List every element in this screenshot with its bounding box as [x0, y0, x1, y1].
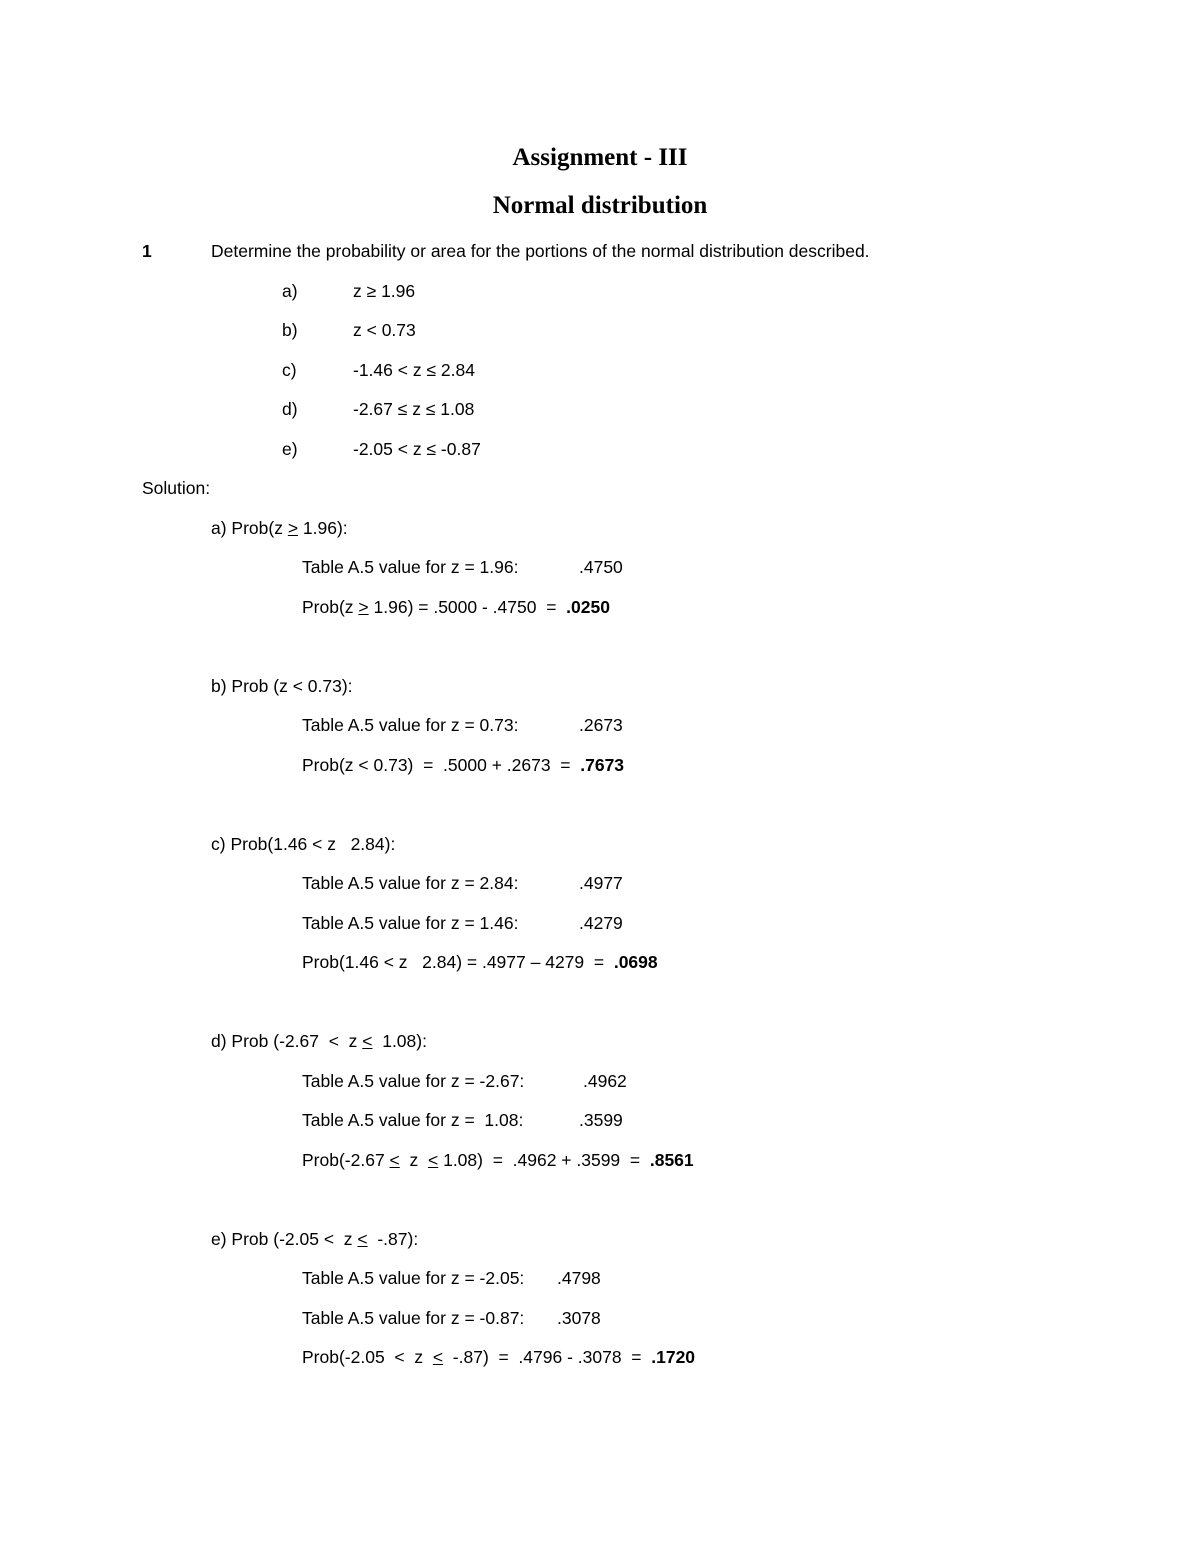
- solution-d-table-value-2: .3599: [579, 1110, 623, 1130]
- solution-e-table-label-1: Table A.5 value for z = -2.05:: [302, 1268, 525, 1288]
- solution-c-result: .0698: [613, 952, 658, 972]
- solution-b-table-label: Table A.5 value for z = 0.73:: [302, 715, 519, 735]
- solution-b-table-value: .2673: [579, 715, 623, 735]
- document-title: Assignment - III: [512, 144, 688, 171]
- solution-e-result: .1720: [651, 1347, 696, 1367]
- part-label-e: e): [282, 439, 298, 459]
- solution-a-table-label: Table A.5 value for z = 1.96:: [302, 557, 519, 577]
- solution-d-result-line: Prob(-2.67 < z < 1.08) = .4962 + .3599 = .8561: [302, 1150, 694, 1170]
- solution-e-header: e) Prob (-2.05 < z < -.87):: [211, 1229, 419, 1249]
- solution-e-result-line: Prob(-2.05 < z < -.87) = .4796 - .3078 = .1720: [302, 1347, 696, 1367]
- solution-d-result: .8561: [649, 1150, 694, 1170]
- solution-heading: Solution:: [142, 478, 211, 498]
- part-text-e: -2.05 < z ≤ -0.87: [353, 439, 481, 459]
- solution-b-header: b) Prob (z < 0.73):: [211, 676, 353, 696]
- solution-d-table-value-1: .4962: [583, 1071, 627, 1091]
- solution-c-table-value-2: .4279: [579, 913, 623, 933]
- part-text-c: -1.46 < z ≤ 2.84: [353, 360, 475, 380]
- solution-c-table-label-2: Table A.5 value for z = 1.46:: [302, 913, 519, 933]
- solution-a-result-line: Prob(z > 1.96) = .5000 - .4750 = .0250: [302, 597, 610, 617]
- part-label-b: b): [282, 320, 298, 340]
- solution-e-table-value-2: .3078: [557, 1308, 601, 1328]
- question-prompt: Determine the probability or area for the portions of the normal distribution described.: [211, 241, 870, 261]
- part-label-d: d): [282, 399, 298, 419]
- solution-d-table-label-1: Table A.5 value for z = -2.67:: [302, 1071, 525, 1091]
- solution-c-result-line: Prob(1.46 < z 2.84) = .4977 – 4279 = .0698: [302, 952, 658, 972]
- document-subtitle: Normal distribution: [492, 192, 708, 219]
- solution-b-result-line: Prob(z < 0.73) = .5000 + .2673 = .7673: [302, 755, 625, 775]
- solution-d-header: d) Prob (-2.67 < z < 1.08):: [211, 1031, 427, 1051]
- solution-b-result: .7673: [580, 755, 625, 775]
- solution-a-header: a) Prob(z > 1.96):: [211, 518, 348, 538]
- part-text-b: z < 0.73: [353, 320, 416, 340]
- solution-d-table-label-2: Table A.5 value for z = 1.08:: [302, 1110, 524, 1130]
- solution-c-header: c) Prob(1.46 < z 2.84):: [211, 834, 396, 854]
- solution-c-table-value-1: .4977: [579, 873, 623, 893]
- solution-a-table-value: .4750: [579, 557, 623, 577]
- part-text-a: z ≥ 1.96: [353, 281, 416, 301]
- question-number: 1: [142, 241, 152, 261]
- solution-e-table-value-1: .4798: [557, 1268, 601, 1288]
- solution-e-table-label-2: Table A.5 value for z = -0.87:: [302, 1308, 525, 1328]
- solution-a-result: .0250: [566, 597, 610, 617]
- part-label-a: a): [282, 281, 298, 301]
- part-text-d: -2.67 ≤ z ≤ 1.08: [353, 399, 475, 419]
- part-label-c: c): [282, 360, 297, 380]
- solution-c-table-label-1: Table A.5 value for z = 2.84:: [302, 873, 519, 893]
